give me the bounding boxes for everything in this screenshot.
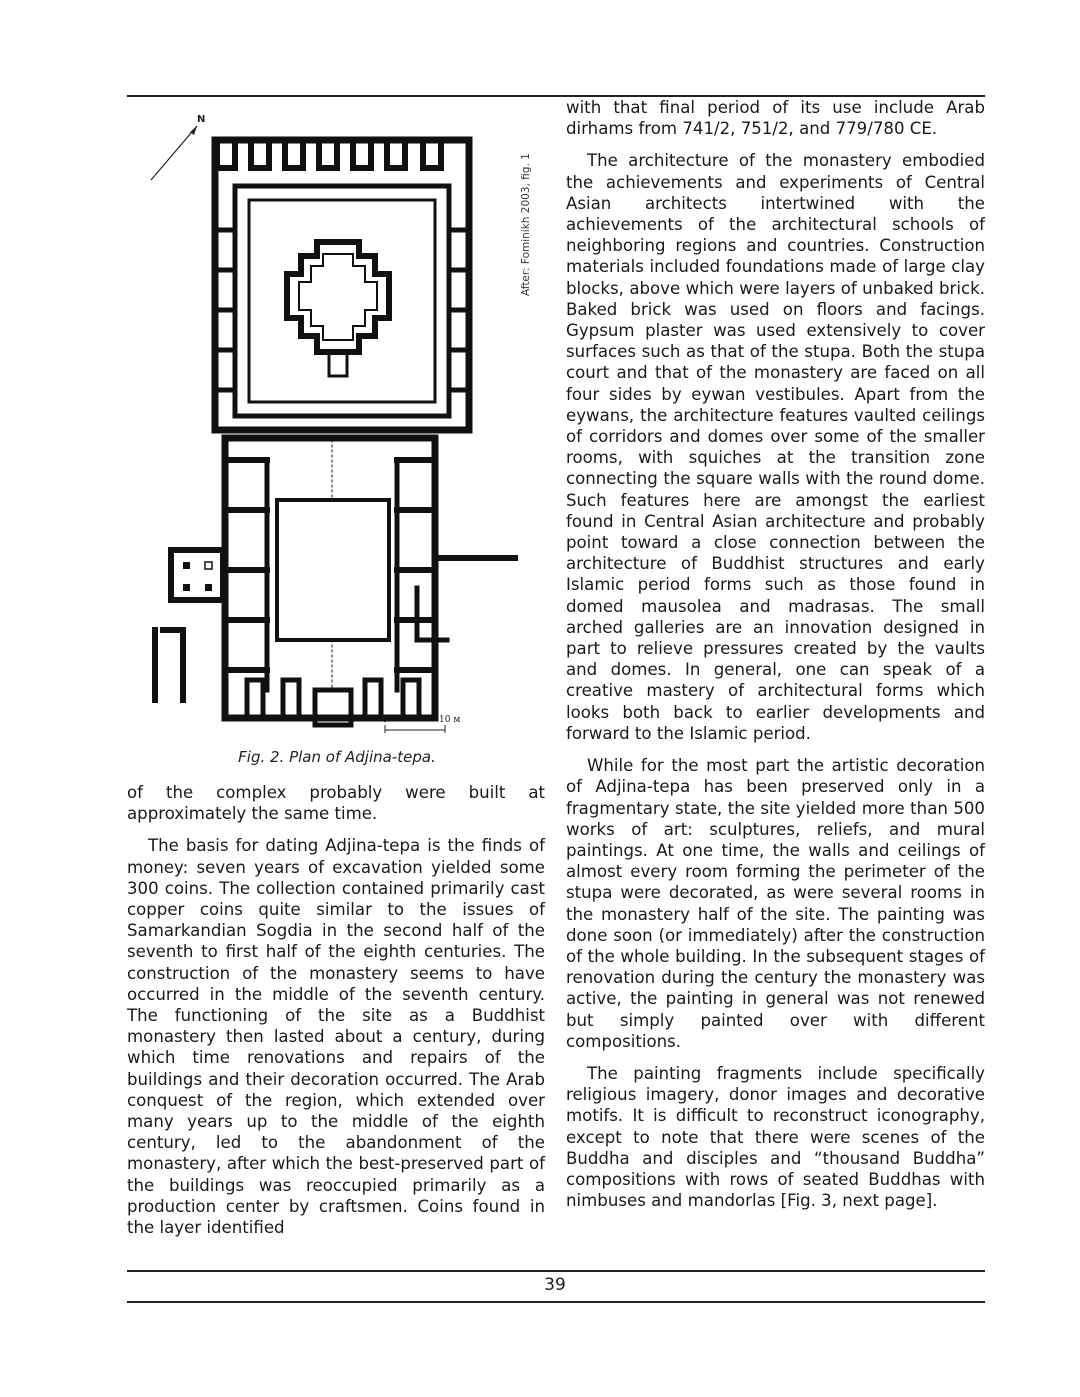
site-plan-figure [127,100,547,750]
north-arrow-icon [151,126,197,180]
figure-caption: Fig. 2. Plan of Adjina-tepa. [238,748,436,766]
scale-zero-label: 0 [382,715,388,725]
scale-bar [385,725,445,733]
paragraph: of the complex probably were built at approximately the same time. [127,783,545,824]
bottom-rule-lower [127,1301,985,1303]
north-label: N [197,114,206,125]
paragraph: with that final period of its use include Arab dirhams from 741/2, 751/2, and 779/780 CE. [566,98,985,139]
bottom-rule-upper [127,1270,985,1272]
figure-credit: After: Fominikh 2003, fig. 1 [520,153,532,296]
scale-end-label: 10 м [439,715,461,725]
page-number: 39 [544,1275,566,1295]
paragraph: The architecture of the monastery embodied the achievements and experiments of Central Asian architects intertwined with the achievements of the architectural schools of neighboring regions and countries. Construction materials included foundations made of large clay blocks, above which were layers of unbaked brick. Baked brick was used on floors and facings. Gypsum plaster was used extensively to cover surfaces such as that of the stupa. Both the stupa court and that of the monastery are faced on all four sides by eywan vestibules. Apart from the eywans, the architecture features vaulted ceilings of corridors and domes over some of the smaller rooms, with squiches at the transition zone connecting the square walls with the round dome. Such features here are amongst the earliest found in Central Asian architecture and probably point toward a close connection between the architecture of Buddhist structures and early Islamic period forms such as those found in domed mausolea and madrasas. The small arched galleries are an innovation designed in part to relieve pressures created by the vaults and domes. In general, one can speak of a creative mastery of architectural forms which looks both back to earlier developments and forward to the Islamic period. [566,151,985,743]
paragraph: The painting fragments include specifically religious imagery, donor images and decorative motifs. It is difficult to reconstruct iconography, except to note that there were scenes of the Buddha and disciples and “thousand Buddha” compositions with rows of seated Buddhas with nimbuses and mandorlas [Fig. 3, next page]. [566,1063,985,1211]
paragraph: The basis for dating Adjina-tepa is the finds of money: seven years of excavation yielded some 300 coins. The collection contained primarily cast copper coins quite similar to the issues of Samarkandian Sogdia in the second half of the seventh to first half of the eighth centuries. The construction of the monastery seems to have occurred in the middle of the seventh century. The functioning of the site as a Buddhist monastery then lasted about a century, during which time renovations and repairs of the buildings and their decoration occurred. The Arab conquest of the region, which extended over many years up to the middle of the eighth century, led to the abandonment of the monastery, after which the best-preserved part of the buildings was reoccupied primarily as a production center by craftsmen. Coins found in the layer identified [127,836,545,1238]
right-column [566,97,985,1222]
left-column [127,782,545,1249]
paragraph: While for the most part the artistic decoration of Adjina-tepa has been preserved only in a fragmentary state, the site yielded more than 500 works of art: sculptures, reliefs, and mural paintings. At one time, the walls and ceilings of almost every room forming the perimeter of the stupa were decorated, as were several rooms in the monastery half of the site. The painting was done soon (or immediately) after the construction of the whole building. In the subsequent stages of renovation during the century the monastery was active, the painting in general was not renewed but simply painted over with different compositions. [566,756,985,1051]
